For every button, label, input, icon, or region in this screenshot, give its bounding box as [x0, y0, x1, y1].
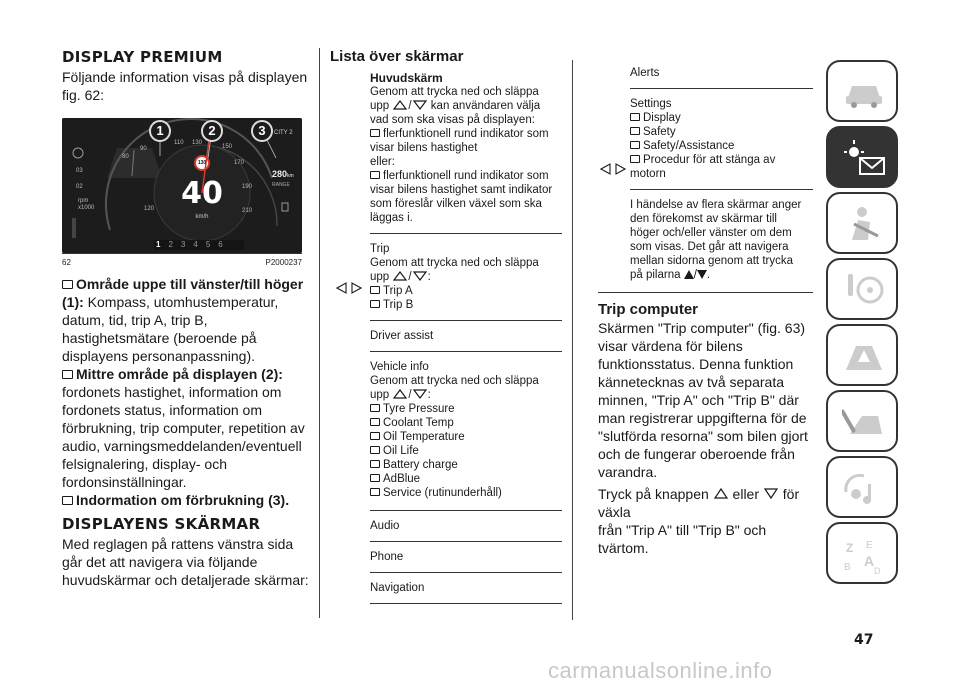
- settings-title: Settings: [630, 98, 672, 110]
- up-arrow-icon: [713, 487, 729, 500]
- up-arrow-icon: [392, 270, 408, 282]
- vehicle-item: [370, 430, 562, 444]
- tab-warning-lights[interactable]: [826, 126, 898, 188]
- index-letters-icon: [842, 534, 886, 574]
- vehicle-instruction-line-1: Genom att trycka ned och släppa: [370, 375, 539, 387]
- up-arrow-icon: [392, 388, 408, 400]
- checkbox-icon: [630, 155, 640, 163]
- note-line-4: som visas. Det går att navigera: [630, 241, 789, 253]
- gear-6: 6: [218, 240, 223, 249]
- vehicle-item: [370, 458, 562, 472]
- settings-item: [630, 125, 813, 139]
- down-arrow-icon: [412, 99, 428, 111]
- vehicle-item-label: Coolant Temp: [383, 417, 454, 429]
- press-text-d: från "Trip A" till "Trip B" och tvärtom.: [598, 522, 767, 556]
- vehicle-item-label: AdBlue: [383, 473, 421, 485]
- filled-up-arrow-icon: [684, 270, 694, 279]
- column-divider-2: [572, 60, 573, 620]
- phone-label: Phone: [370, 551, 404, 563]
- main-choose-text: kan användaren välja: [430, 100, 541, 112]
- tab-car[interactable]: [826, 60, 898, 122]
- vehicle-info-title: Vehicle info: [370, 361, 429, 373]
- intro-line-2: fig. 62:: [62, 87, 105, 103]
- settings-item-label: Procedur för att stänga av motorn: [630, 154, 776, 180]
- trip-slash: /: [408, 271, 412, 283]
- note-arrows-text: på pilarna: [630, 269, 681, 281]
- audio-label: Audio: [370, 520, 400, 532]
- press-text-b: eller: [732, 486, 760, 502]
- vehicle-item: [370, 416, 562, 430]
- speed-tick-90: 90: [140, 146, 147, 152]
- speed-readout: 40: [181, 176, 223, 211]
- item-1: [62, 275, 312, 365]
- divider: [370, 233, 562, 234]
- checkbox-icon: [370, 488, 380, 496]
- or-text: eller:: [370, 156, 395, 168]
- checkbox-icon: [62, 370, 73, 379]
- note-line-6: [630, 268, 813, 282]
- checkbox-icon: [370, 404, 380, 412]
- press-text-a: Tryck på knappen: [598, 486, 709, 502]
- alerts-label: Alerts: [630, 67, 660, 79]
- divider: [370, 603, 562, 604]
- up-arrow-icon: [392, 99, 408, 111]
- list-heading: Lista över skärmar: [330, 48, 464, 65]
- range-unit: km: [287, 173, 294, 179]
- tab-index[interactable]: [826, 522, 898, 584]
- trip-a-label: Trip A: [383, 285, 413, 297]
- checkbox-icon: [370, 300, 380, 308]
- airbag-person-icon: [842, 204, 886, 244]
- item-2: [62, 365, 312, 491]
- divider: [598, 292, 813, 293]
- settings-item-label: Safety: [643, 126, 676, 138]
- trip-b-label: Trip B: [383, 299, 414, 311]
- right-column: [598, 66, 813, 557]
- speed-tick-110: 110: [174, 140, 184, 146]
- item-1-heading: Område uppe till vänster/till höger (1):: [62, 276, 304, 310]
- filled-down-arrow-icon: [697, 270, 707, 279]
- main-slash: /: [408, 100, 412, 112]
- watermark: carmanualsonline.info: [548, 658, 773, 683]
- divider: [370, 510, 562, 511]
- press-text-c: för växla: [598, 486, 800, 520]
- trip-block: [370, 242, 562, 312]
- instrument-cluster-figure: [62, 118, 302, 253]
- left-right-arrows-icon: [336, 282, 362, 294]
- vehicle-item-label: Tyre Pressure: [383, 403, 455, 415]
- note-slash: /: [693, 269, 697, 281]
- main-instruction-line-3: vad som ska visas på displayen:: [370, 114, 535, 126]
- settings-item: [630, 153, 813, 181]
- rpm-tick-02: 02: [76, 184, 83, 190]
- vehicle-instruction-line-2: [370, 388, 562, 402]
- multi-screen-note: [630, 198, 813, 282]
- vehicle-item: [370, 472, 562, 486]
- callout-1: 1: [149, 120, 171, 142]
- car-icon: [842, 72, 886, 112]
- gear-1: 1: [156, 240, 161, 249]
- key-steering-icon: [842, 270, 886, 310]
- range-value: 280: [272, 169, 288, 179]
- divider: [370, 572, 562, 573]
- note-line-1: I händelse av flera skärmar anger: [630, 199, 802, 211]
- gear-3: 3: [180, 240, 186, 249]
- rpm-text: rpm: [78, 198, 89, 204]
- down-arrow-icon: [412, 388, 428, 400]
- tab-starting[interactable]: [826, 258, 898, 320]
- main-screen-block: [370, 71, 562, 225]
- driver-assist-label: Driver assist: [370, 330, 434, 342]
- checkbox-icon: [370, 446, 380, 454]
- vehicle-item-label: Oil Temperature: [383, 431, 465, 443]
- main-screen-title: Huvudskärm: [370, 71, 443, 85]
- gear-4: 4: [193, 240, 198, 249]
- gear-5: 5: [205, 240, 211, 249]
- speed-tick-120: 120: [144, 206, 155, 212]
- warning-light-icon: [842, 138, 886, 178]
- note-period: .: [706, 269, 711, 281]
- checkbox-icon: [370, 432, 380, 440]
- trip-instruction-line-2: [370, 270, 562, 284]
- svg-text:E: E: [866, 540, 873, 551]
- main-up-label: upp: [370, 100, 390, 112]
- speed-unit: km/h: [195, 214, 209, 220]
- svg-text:Z: Z: [846, 541, 854, 555]
- intro-line-1: Följande information visas på displayen: [62, 69, 308, 85]
- gear-2: 2: [168, 240, 173, 249]
- vehicle-item: [370, 444, 562, 458]
- city-label: CITY: [274, 130, 288, 136]
- left-right-arrows-icon: [600, 163, 626, 175]
- settings-item: [630, 111, 813, 125]
- main-option-2: [370, 169, 562, 225]
- checkbox-icon: [370, 286, 380, 294]
- column-divider-1: [319, 48, 320, 618]
- note-line-3: höger och/eller vänster om dem: [630, 227, 792, 239]
- main-option-2-text: flerfunktionell rund indikator som visar bilens hastighet samt indikator som föreslår vilken växel som ska läggas i.: [370, 170, 553, 224]
- tab-emergency[interactable]: [826, 324, 898, 386]
- checkbox-icon: [370, 460, 380, 468]
- note-line-2: den förekomst av skärmar till: [630, 213, 777, 225]
- section-heading-display-premium: DISPLAY PREMIUM: [62, 48, 223, 66]
- rpm-tick-03: 03: [76, 168, 83, 174]
- vehicle-item-label: Oil Life: [383, 445, 419, 457]
- svg-text:A: A: [864, 553, 875, 569]
- vehicle-item-label: Service (rutinunderhåll): [383, 487, 502, 499]
- callout-3: 3: [251, 120, 273, 142]
- down-arrow-icon: [763, 487, 779, 500]
- tab-maintenance[interactable]: [826, 390, 898, 452]
- trip-title: Trip: [370, 243, 390, 255]
- checkbox-icon: [630, 127, 640, 135]
- item-3: [62, 491, 312, 509]
- speed-tick-190: 190: [242, 184, 253, 190]
- figure-caption-row: [62, 253, 302, 267]
- trip-computer-paragraph: Skärmen "Trip computer" (fig. 63) visar värdena för bilens funktionsstatus. Denna funktion kännetecknas av två separata minnen, "Trip A" och "Trip B" där man registrerar uppgifterna för de "slutförda resorna" som bilen gjort och de fungerar oberoende från varandra.: [598, 320, 808, 480]
- checkbox-icon: [370, 418, 380, 426]
- vehicle-slash: /: [408, 389, 412, 401]
- trip-colon: :: [427, 271, 431, 283]
- tab-safety[interactable]: [826, 192, 898, 254]
- trip-up-label: upp: [370, 271, 390, 283]
- settings-item-label: Safety/Assistance: [643, 140, 735, 152]
- checkbox-icon: [630, 113, 640, 121]
- settings-item-label: Display: [643, 112, 681, 124]
- section-paragraph: Med reglagen på rattens vänstra sida går det att navigera via följande huvudskärmar och detaljerade skärmar:: [62, 536, 309, 588]
- media-music-icon: [842, 468, 886, 508]
- callout-2: 2: [201, 120, 223, 142]
- checkbox-icon: [370, 474, 380, 482]
- note-line-5: mellan sidorna genom att trycka: [630, 255, 793, 267]
- divider: [630, 88, 813, 89]
- vehicle-colon: :: [427, 389, 431, 401]
- left-column: [62, 48, 312, 589]
- divider: [370, 541, 562, 542]
- middle-column: [330, 48, 562, 612]
- divider: [630, 189, 813, 190]
- wrench-car-icon: [842, 402, 886, 442]
- trip-instruction-line-1: Genom att trycka ned och släppa: [370, 257, 539, 269]
- rpm-multiplier: x1000: [78, 205, 95, 211]
- speed-tick-150: 150: [222, 144, 233, 150]
- range-label: RANGE: [272, 182, 290, 188]
- tab-multimedia[interactable]: [826, 456, 898, 518]
- road-warning-icon: [842, 336, 886, 376]
- down-arrow-icon: [412, 270, 428, 282]
- navigation-label: Navigation: [370, 582, 425, 594]
- trip-b-item: [370, 298, 562, 312]
- main-option-1-text: flerfunktionell rund indikator som visar bilens hastighet: [370, 128, 549, 154]
- checkbox-icon: [630, 141, 640, 149]
- item-1-body: Kompass, utomhustemperatur, datum, tid, trip A, trip B, hastighetsmätare (beroende på displayens personanpassning).: [62, 294, 279, 364]
- settings-item: [630, 139, 813, 153]
- trip-toggle-instruction: [598, 485, 813, 557]
- gear-indicator-row: [156, 240, 223, 249]
- main-instruction-line-2: [370, 99, 562, 113]
- speed-tick-210: 210: [242, 208, 253, 214]
- figure-code: P2000237: [265, 258, 302, 267]
- checkbox-icon: [62, 280, 73, 289]
- vehicle-item: [370, 486, 562, 500]
- city-number: 2: [289, 130, 293, 136]
- rpm-label: [78, 198, 94, 212]
- vehicle-item-label: Battery charge: [383, 459, 458, 471]
- city-indicator: [274, 130, 293, 136]
- main-option-1: [370, 127, 562, 155]
- range-readout: [272, 164, 294, 188]
- page-number: 47: [854, 632, 874, 648]
- figure-number: 62: [62, 258, 71, 267]
- speed-tick-130: 130: [192, 140, 203, 146]
- item-3-heading: Indormation om förbrukning (3).: [76, 492, 290, 508]
- trip-a-item: [370, 284, 562, 298]
- svg-text:B: B: [844, 562, 851, 573]
- checkbox-icon: [62, 496, 73, 505]
- vehicle-up-label: upp: [370, 389, 390, 401]
- section-heading-displayens-skarmar: DISPLAYENS SKÄRMAR: [62, 515, 261, 533]
- vehicle-item: [370, 402, 562, 416]
- vehicle-info-block: [370, 360, 562, 500]
- divider: [370, 351, 562, 352]
- divider: [370, 320, 562, 321]
- item-2-body: fordonets hastighet, information om fordonets status, information om förbrukning, trip computer, repetition av audio, varningsmeddelanden/eventuell felsignalering, display- och fordonsinställningar.: [62, 384, 305, 490]
- intro-text: [62, 68, 312, 104]
- checkbox-icon: [370, 171, 380, 179]
- main-instruction-line-1: Genom att trycka ned och släppa: [370, 86, 539, 98]
- checkbox-icon: [370, 129, 380, 137]
- speed-tick-80: 80: [122, 154, 129, 160]
- speed-tick-170: 170: [234, 160, 245, 166]
- trip-computer-heading: Trip computer: [598, 301, 699, 318]
- svg-text:D: D: [874, 566, 881, 574]
- settings-block: [630, 97, 813, 181]
- speed-limit-value: 130: [197, 160, 207, 166]
- item-2-heading: Mittre område på displayen (2):: [76, 366, 283, 382]
